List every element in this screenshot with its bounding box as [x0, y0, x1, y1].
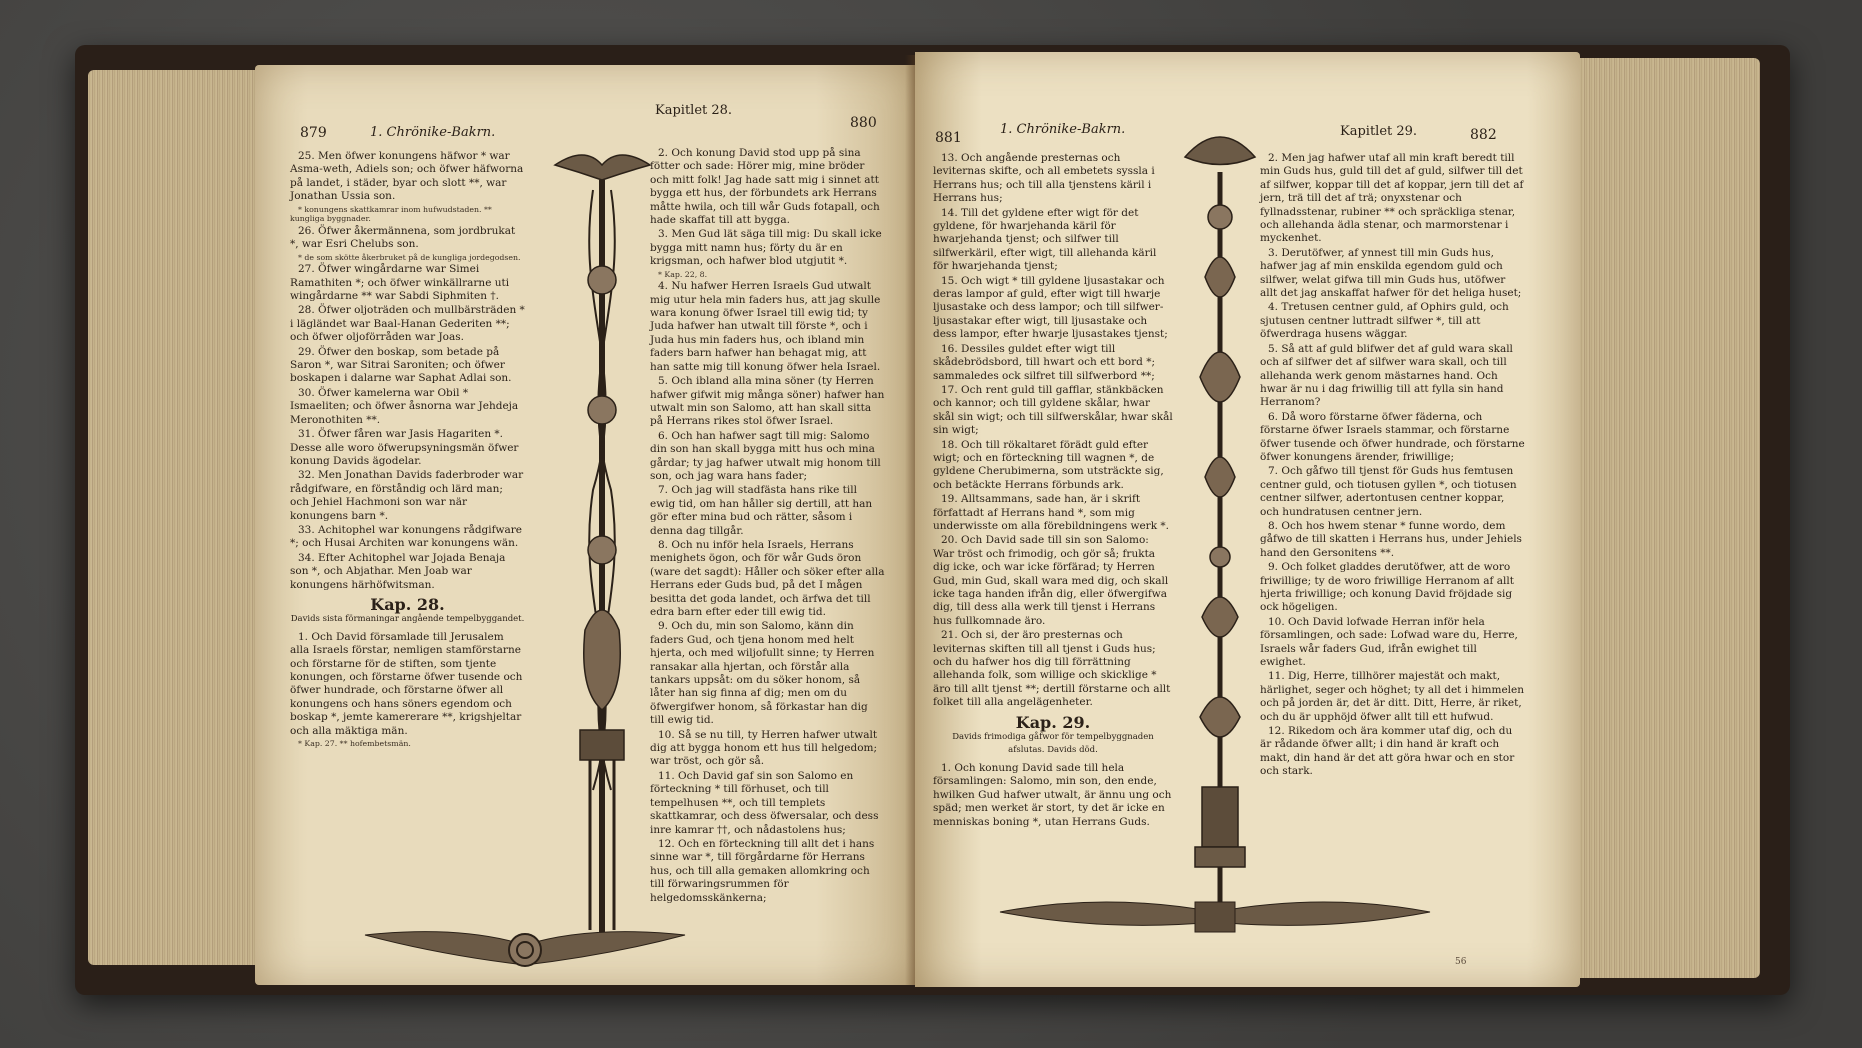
right-page: [915, 52, 1580, 987]
verse: 27. Öfwer wingårdarne war Simei Ramathiten *; och öfwer winkällrarne uti wingårdarne ** war Sabdi Siphmiten †.: [290, 263, 510, 303]
chapter-heading-29: Kapitlet 29.: [1340, 124, 1418, 139]
verse: 17. Och rent guld till gafflar, stänkbäcken och kannor; och till gyldene skålar, hwar skål sin wigt; och till silfwerskålar, hwar skål sin wigt;: [933, 383, 1173, 437]
verse: 4. Nu hafwer Herren Israels Gud utwalt mig utur hela min faders hus, att jag skulle wara konung öfwer Israel till ewig tid; ty Juda hafwer han utwalt till förste *, och i Juda hus min faders hus, och ibland min faders barn hafwer han behagat mig, att han satte mig till konung öfwer hela Israel.: [650, 280, 881, 373]
verse: 19. Alltsammans, sade han, är i skrift författadt af Herrans hand *, som mig underwisste om alla förebildningens werk *.: [933, 493, 1169, 532]
page-number-882: 882: [1470, 127, 1497, 143]
page-number-880: 880: [850, 115, 877, 131]
footnote: * de som skötte åkerbruket på de kungliga jordegodsen.: [298, 252, 521, 262]
verse: 7. Och jag will stadfästa hans rike till ewig tid, om han håller sig dertill, att han gör efter mina bud och rätter, såsom i denna dag tillgår.: [650, 484, 873, 537]
verse: 1. Och David församlade till Jerusalem alla Israels förstar, nemligen stamförstarne och förstarne för de stiften, som tjente konungen, och förstarne öfwer tusende och öfwer hundrade, och förstarne öfwer all konungens och hans söners egendom och boskap *, jemte kamererare **, krigshjeltar och alla mäktiga män.: [290, 630, 523, 737]
verse: 12. Och en förteckning till allt det i hans sinne war *, till förgårdarne för Herrans hus, och till alla gemaken allomkring och till förwaringsrummen för helgedomsskänkerna;: [650, 837, 875, 904]
verse: 28. Öfwer oljoträden och mullbärsträden * i lägländet war Baal-Hanan Gederiten **; och öfwer oljoförråden war Joas.: [290, 304, 525, 344]
verse: 11. Dig, Herre, tillhörer majestät och makt, härlighet, seger och höghet; ty all det i himmelen och på jorden är, det är ditt. Ditt, Herre, är riket, och du är upphöjd öfwer allt till ett hufwud.: [1260, 670, 1524, 723]
verse: 8. Och hos hwem stenar * funne wordo, dem gåfwo de till skatten i Herrans hus, under Jehiels hand den Gersonitens **.: [1260, 519, 1522, 559]
verse: 1. Och konung David sade till hela församlingen: Salomo, min son, den ende, hwilken Gud hafwer utwalt, är ännu ung och späd; men werket är stort, ty det är icke en menniskas boning *, utan Herrans Guds.: [933, 761, 1172, 828]
verse: 14. Till det gyldene efter wigt för det gyldene, för hwarjehanda käril för hwarjehanda tjenst; och silfwer till silfwerkäril, efter wigt, till allehanda käril för hwarjehanda tjenst;: [933, 206, 1157, 273]
chapter-28-title: Kap. 28.: [370, 594, 445, 614]
verse: 6. Då woro förstarne öfwer fäderna, och förstarne öfwer Israels stammar, och förstarne öfwer tusende och öfwer hundrade, och förstarne öfwer konungens ärender, friwillige;: [1260, 410, 1525, 463]
verse: 29. Öfwer den boskap, som betade på Saron *, war Sitrai Saroniten; och öfwer boskapen i dalarne war Saphat Adlai son.: [290, 345, 512, 385]
verse: 9. Och folket gladdes derutöfwer, att de woro friwillige; ty de woro friwillige Herranom af allt hjerta friwillige; och konung David fröjdade sig ock högeligen.: [1260, 561, 1514, 614]
verse: 5. Så att af guld blifwer det af guld wara skall och af silfwer det af silfwer wara skall, och till allehanda werk genom mästarnes hand. Och hwar är nu i dag friwillig till att fylla sin hand Herranom?: [1260, 342, 1513, 409]
left-column-1: [290, 150, 525, 750]
ornamental-column-right: [1170, 97, 1270, 977]
verse: 13. Och angående presternas och leviternas skifte, och all embetets syssla i Herrans hus; och till alla tjenstens käril i Herrans hus;: [933, 152, 1155, 205]
verse: 10. Så se nu till, ty Herren hafwer utwalt dig att bygga honom ett hus till helgedom; war tröst, och gör så.: [650, 728, 878, 768]
verse: 5. Och ibland alla mina söner (ty Herren hafwer gifwit mig många söner) hafwer han utwalt min son Salomo, att han skall sitta på Herrans rikes stol öfwer Israel.: [650, 375, 885, 428]
verse: 30. Öfwer kamelerna war Obil * Ismaeliten; och öfwer åsnorna war Jehdeja Meronothiten **.: [290, 386, 519, 426]
verse: 8. Och nu inför hela Israels, Herrans menighets ögon, och för wår Guds öron (ware det sagdt): Håller och söker efter alla Herrans eder Guds bud, på det I mågen besitta det goda landet, och ärfwa det till edra barn efter eder till ewig tid.: [650, 538, 885, 618]
footnote: * konungens skattkamrar inom hufwudstaden. ** kungliga byggnader.: [290, 204, 492, 224]
verse: 2. Och konung David stod upp på sina fötter och sade: Hörer mig, mine bröder och mitt folk! Jag hade satt mig i sinnet att bygga ett hus, der förbundets ark Herrans måtte hwila, och till wår Guds fotapall, och hade skaffat till att bygga.: [650, 147, 880, 227]
verse: 7. Och gåfwo till tjenst för Guds hus femtusen centner guld, och tiotusen gyllen *, och tiotusen centner silfwer, adertontusen centner koppar, och hundratusen centner jern.: [1260, 465, 1517, 518]
chapter-heading-28: Kapitlet 28.: [655, 103, 733, 118]
page-number-879: 879: [300, 125, 327, 141]
footnote: * Kap. 27. ** hofembetsmän.: [298, 739, 411, 749]
verse: 11. Och David gaf sin son Salomo en förteckning * till förhuset, och till tempelhusen **, och till templets skattkamrar, och dess öfwersalar, och dess inre kamrar ††, och nådastolens hus;: [650, 769, 879, 836]
left-column-2: [650, 147, 885, 906]
right-column-1: [933, 152, 1173, 830]
verse: 33. Achitophel war konungens rådgifware *; och Husai Architen war konungens wän.: [290, 523, 523, 550]
right-column-2: [1260, 152, 1525, 780]
verse: 34. Efter Achitophel war Jojada Benaja son *, och Abjathar. Men Joab war konungens härhöfwitsman.: [290, 551, 506, 591]
verse: 21. Och si, der äro presternas och leviternas skiften till all tjenst i Guds hus; och du hafwer hos dig till förrättning allehanda folk, som willige och skicklige * äro till allt tjenst **; dertill förstarne och allt folket till alla angelägenheter.: [933, 629, 1171, 709]
signature-mark: 56: [1455, 957, 1467, 967]
verse: 26. Öfwer åkermännena, som jordbrukat *, war Esri Chelubs son.: [290, 224, 516, 251]
chapter-28-summary: Davids sista förmaningar angående tempelbyggandet.: [290, 614, 525, 625]
verse: 2. Men jag hafwer utaf all min kraft beredt till min Guds hus, guld till det af guld, silfwer till det af silfwer, koppar till det af koppar, jern till det af jern, trä till det af trä; onyxstenar och fyllnadsstenar, rubiner ** och spräckliga stenar, och allehanda ädla stenar, och marmorstenar i myckenhet.: [1260, 152, 1524, 245]
verse: 6. Och han hafwer sagt till mig: Salomo din son han skall bygga mitt hus och mina gårdar; ty jag hafwer utwalt mig honom till son, och jag wara hans fader;: [650, 429, 881, 482]
verse: 25. Men öfwer konungens häfwor * war Asma-weth, Adiels son; och öfwer häfworna på landet, i städer, byar och slott **, war Jonathan Ussia son.: [290, 150, 524, 203]
verse: 16. Dessiles guldet efter wigt till skådebrödsbord, till hwart och ett bord *; sammaledes ock silfret till silfwerbord **;: [933, 342, 1155, 382]
chapter-29-title: Kap. 29.: [1015, 712, 1091, 732]
verse: 9. Och du, min son Salomo, känn din faders Gud, och tjena honom med helt hjerta, och med wiljofullt sinne; ty Herren ransakar alla hjertan, och förstår alla tankars uppsåt: om du söker honom, så låter han sig finna af dig; men om du öfwergifwer honom, så förkastar han dig till ewig tid.: [650, 620, 875, 727]
verse: 15. Och wigt * till gyldene ljusastakar och deras lampor af guld, efter wigt till hwarje ljusastake och dess lampor; och till silfwer-ljusastakar efter wigt, till ljusastake och dess lampor, efter hwarje ljusastakes tjenst;: [933, 274, 1168, 341]
acanthus-base-ornament: [995, 882, 1435, 942]
verse: 20. Och David sade till sin son Salomo: War tröst och frimodig, och gör så; frukta dig icke, och war icke förfärad; ty Herren Gud, min Gud, skall wara med dig, och skall icke taga handen ifrån dig, eller öfwergifwa dig, till dess alla werk till tjenst i Herrans hus fullkomnade äro.: [933, 534, 1169, 627]
verse: 32. Men Jonathan Davids faderbroder war rådgifware, en förståndig och lärd man; och Jehiel Hachmoni son war när konungens barn *.: [290, 469, 524, 522]
winged-serpent-ornament: [360, 920, 690, 980]
page-number-881: 881: [935, 130, 962, 146]
verse: 10. Och David lofwade Herran inför hela församlingen, och sade: Lofwad ware du, Herre, Israels wår faders Gud, ifrån ewighet till ewighet.: [1260, 615, 1518, 669]
page-edges-right: [1575, 58, 1760, 978]
verse: 4. Tretusen centner guld, af Ophirs guld, och sjutusen centner luttradt silfwer *, till att öfwerdraga husens wäggar.: [1260, 301, 1509, 341]
verse: 3. Derutöfwer, af ynnest till min Guds hus, hafwer jag af min enskilda egendom guld och silfwer, welat gifwa till min Guds hus, utöfwer allt det jag anskaffat hafwer för det heliga huset;: [1260, 246, 1522, 300]
ornamental-column-left: [545, 110, 660, 985]
running-title-left: 1. Chrönike-Bakrn.: [370, 125, 496, 140]
running-title-right: 1. Chrönike-Bakrn.: [1000, 122, 1126, 137]
chapter-29-summary: Davids frimodiga gåfwor för tempelbyggnaden afslutas. Davids död.: [952, 732, 1154, 756]
verse: 18. Och till rökaltaret förädt guld efter wigt; och en förteckning till wagnen *, de gyldene Cherubimerna, som utsträckte sig, och betäckte Herrans förbunds ark.: [933, 438, 1164, 491]
verse: 31. Öfwer fåren war Jasis Hagariten *. Desse alle woro öfwerupsyningsmän öfwer konung Davids ägodelar.: [290, 428, 519, 467]
verse: 3. Men Gud lät säga till mig: Du skall icke bygga mitt namn hus; förty du är en krigsman, och hafwer blod utgjutit *.: [650, 228, 882, 268]
verse: 12. Rikedom och ära kommer utaf dig, och du är rådande öfwer allt; i din hand är kraft och makt, din hand är det att göra hwar och en stor och stark.: [1260, 725, 1515, 778]
footnote: * Kap. 22, 8.: [658, 269, 708, 279]
left-page: [255, 65, 915, 985]
